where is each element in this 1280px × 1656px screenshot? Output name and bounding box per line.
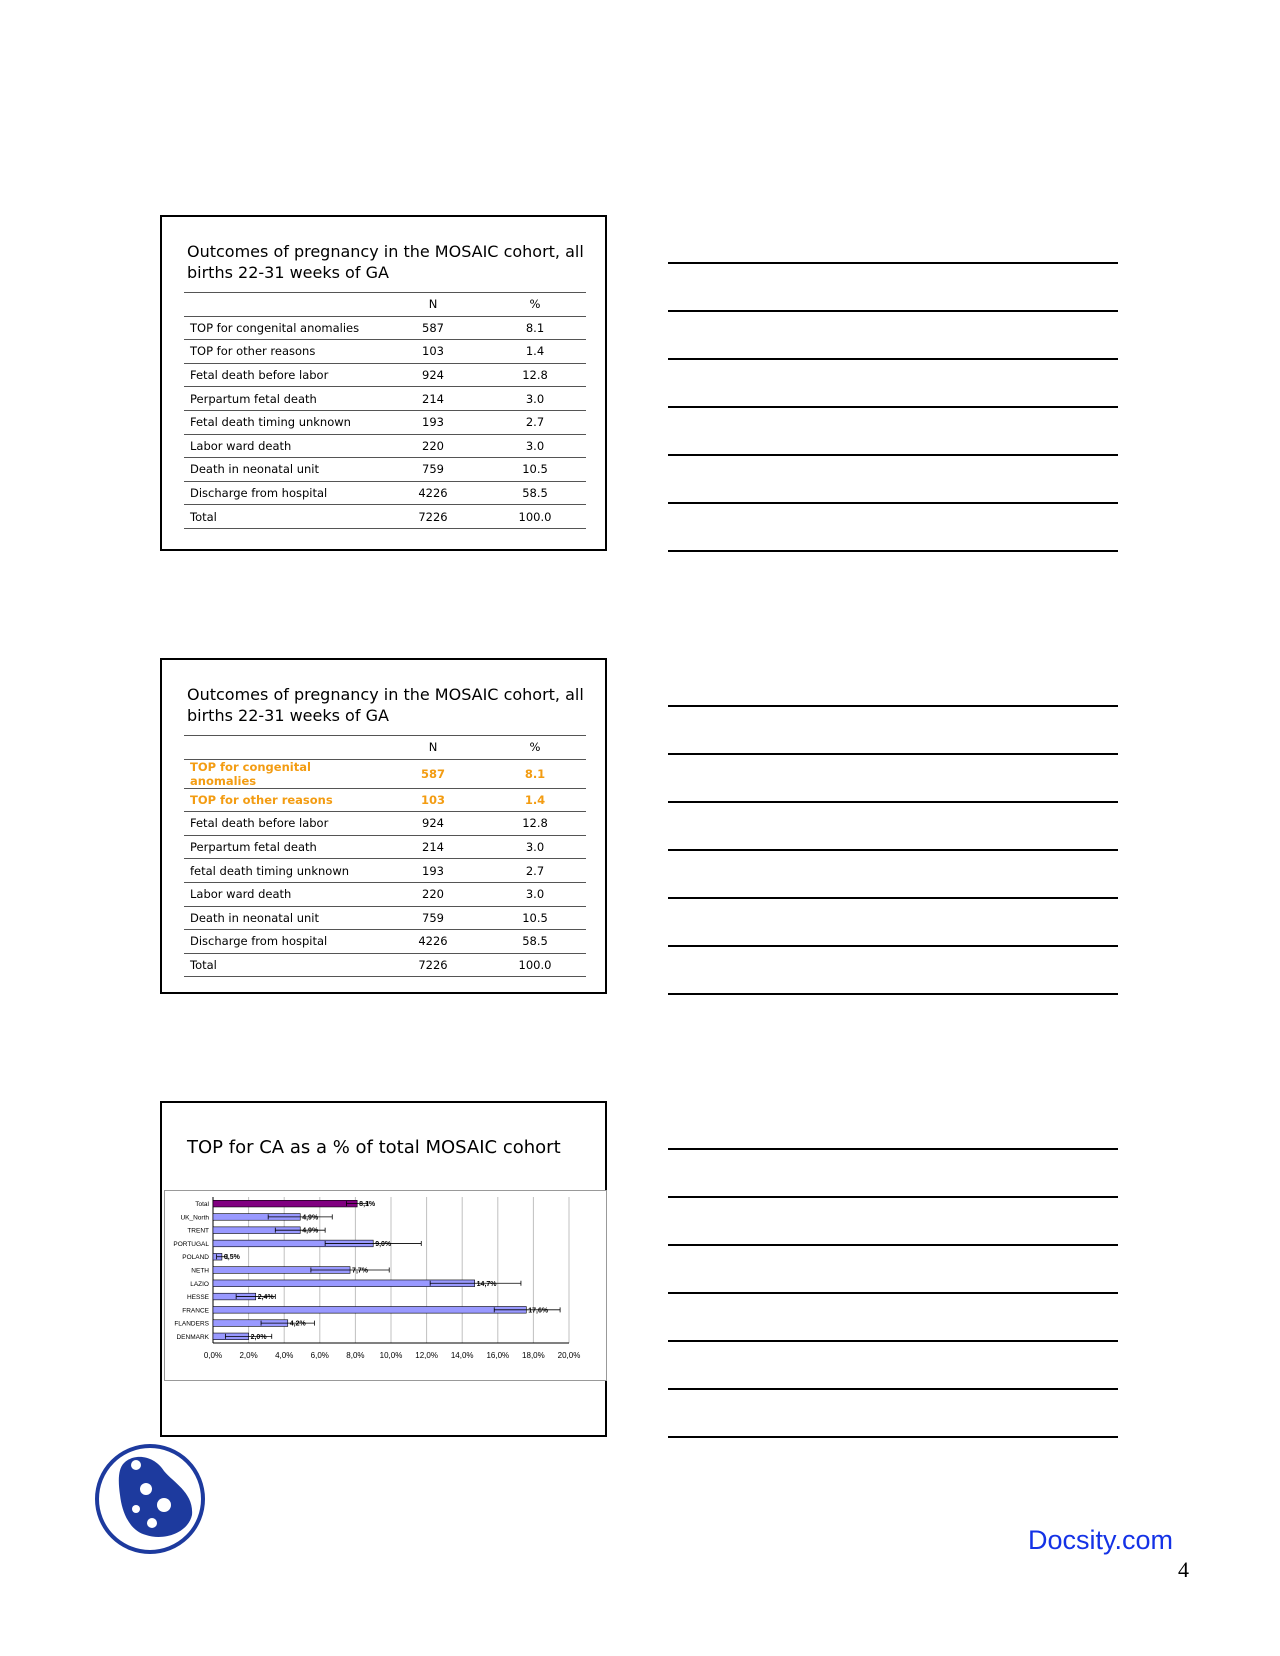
x-tick-label: 0,0% (203, 1351, 223, 1360)
outcome-label: TOP for congenital anomalies (184, 759, 382, 788)
note-line (668, 897, 1118, 899)
note-line (668, 705, 1118, 707)
header-cell (184, 293, 382, 317)
highlighted-row (184, 759, 586, 788)
note-line (668, 406, 1118, 408)
table-row (184, 481, 586, 505)
category-label: FLANDERS (174, 1320, 209, 1328)
count-cell: 4226 (382, 481, 484, 505)
category-label: Total (195, 1201, 209, 1209)
outcome-label: TOP for other reasons (184, 788, 382, 812)
outcome-label: fetal death timing unknown (184, 859, 382, 883)
category-label: PORTUGAL (173, 1240, 209, 1248)
x-tick-label: 12,0% (415, 1351, 438, 1360)
outcome-label: TOP for other reasons (184, 340, 382, 364)
percent-cell: 3.0 (484, 387, 586, 411)
outcomes-table-highlighted (184, 735, 586, 977)
x-tick-label: 4,0% (275, 1351, 294, 1360)
note-line (668, 1340, 1118, 1342)
percent-cell: 100.0 (484, 505, 586, 529)
category-label: FRANCE (182, 1307, 209, 1315)
count-cell: 103 (382, 788, 484, 812)
bar-chart (165, 1191, 606, 1380)
count-cell: 4226 (382, 930, 484, 954)
x-tick-label: 8,0% (346, 1351, 365, 1360)
page-number: 4 (1178, 1557, 1189, 1582)
x-tick-label: 10,0% (379, 1351, 403, 1360)
count-cell: 924 (382, 363, 484, 387)
note-line (668, 993, 1118, 995)
brand-text[interactable]: Docsity.com (1028, 1525, 1174, 1555)
percent-cell: 8.1 (484, 316, 586, 340)
outcome-label: Perpartum fetal death (184, 835, 382, 859)
table-row (184, 434, 586, 458)
percent-cell: 58.5 (484, 930, 586, 954)
table-row (184, 953, 586, 977)
outcome-label: Fetal death before labor (184, 363, 382, 387)
note-line (668, 801, 1118, 803)
data-label: 2,0% (250, 1333, 267, 1341)
percent-cell: 3.0 (484, 835, 586, 859)
x-tick-label: 2,0% (239, 1351, 258, 1360)
table-row (184, 340, 586, 364)
table-row (184, 930, 586, 954)
outcome-label: Total (184, 505, 382, 529)
x-tick-label: 20,0% (557, 1351, 581, 1360)
slide-title: TOP for CA as a % of total MOSAIC cohort (187, 1137, 561, 1158)
table-header-row (184, 293, 586, 317)
table-row (184, 835, 586, 859)
data-label: 4,2% (289, 1320, 306, 1328)
count-cell: 193 (382, 859, 484, 883)
table-row (184, 458, 586, 482)
highlighted-row (184, 788, 586, 812)
note-line (668, 1196, 1118, 1198)
count-cell: 220 (382, 434, 484, 458)
percent-cell: 12.8 (484, 363, 586, 387)
table-header-row (184, 736, 586, 760)
outcome-label: Discharge from hospital (184, 930, 382, 954)
outcome-label: Fetal death timing unknown (184, 410, 382, 434)
percent-cell: 2.7 (484, 859, 586, 883)
percent-cell: 10.5 (484, 458, 586, 482)
data-label: 0,5% (223, 1254, 240, 1262)
header-cell (184, 736, 382, 760)
count-cell: 103 (382, 340, 484, 364)
count-cell: 214 (382, 835, 484, 859)
percent-cell: 1.4 (484, 340, 586, 364)
note-line (668, 502, 1118, 504)
percent-cell: 3.0 (484, 882, 586, 906)
note-line (668, 310, 1118, 312)
outcome-label: Death in neonatal unit (184, 906, 382, 930)
data-label: 14,7% (476, 1280, 497, 1288)
table-row (184, 505, 586, 529)
table-row (184, 363, 586, 387)
table-row (184, 387, 586, 411)
count-cell: 7226 (382, 505, 484, 529)
percent-cell: 8.1 (484, 759, 586, 788)
table-row (184, 859, 586, 883)
outcome-label: Death in neonatal unit (184, 458, 382, 482)
table-row (184, 410, 586, 434)
table-row (184, 812, 586, 836)
outcome-label: Fetal death before labor (184, 812, 382, 836)
count-cell: 220 (382, 882, 484, 906)
slide-title: Outcomes of pregnancy in the MOSAIC cohort, all births 22-31 weeks of GA (187, 242, 584, 282)
outcome-label: Total (184, 953, 382, 977)
note-line (668, 753, 1118, 755)
note-line (668, 945, 1118, 947)
percent-cell: 1.4 (484, 788, 586, 812)
category-label: LAZIO (190, 1280, 209, 1288)
count-cell: 214 (382, 387, 484, 411)
outcome-label: Labor ward death (184, 882, 382, 906)
slide-3 (160, 1101, 607, 1437)
data-label: 8,1% (359, 1201, 376, 1209)
count-cell: 759 (382, 458, 484, 482)
slide-2 (160, 658, 607, 994)
outcome-label: Perpartum fetal death (184, 387, 382, 411)
category-label: TRENT (187, 1227, 209, 1235)
category-label: POLAND (182, 1254, 209, 1262)
percent-cell: 10.5 (484, 906, 586, 930)
header-cell: N (382, 293, 484, 317)
note-line (668, 1388, 1118, 1390)
note-line (668, 1244, 1118, 1246)
slide-title: Outcomes of pregnancy in the MOSAIC cohort, all births 22-31 weeks of GA (187, 685, 584, 725)
count-cell: 193 (382, 410, 484, 434)
percent-cell: 58.5 (484, 481, 586, 505)
outcome-label: TOP for congenital anomalies (184, 316, 382, 340)
data-label: 7,7% (352, 1267, 369, 1275)
count-cell: 759 (382, 906, 484, 930)
x-tick-label: 18,0% (522, 1351, 545, 1360)
x-tick-label: 16,0% (486, 1351, 510, 1360)
note-line (668, 358, 1118, 360)
count-cell: 7226 (382, 953, 484, 977)
data-label: 9,0% (375, 1240, 392, 1248)
note-line (668, 454, 1118, 456)
header-cell: % (484, 736, 586, 760)
percent-cell: 12.8 (484, 812, 586, 836)
percent-cell: 2.7 (484, 410, 586, 434)
data-label: 4,9% (302, 1227, 319, 1235)
count-cell: 924 (382, 812, 484, 836)
data-label: 17,6% (528, 1307, 549, 1315)
chart-area (164, 1190, 607, 1381)
percent-cell: 3.0 (484, 434, 586, 458)
docsity-logo-icon (94, 1443, 206, 1555)
outcomes-table (184, 292, 586, 529)
category-label: NETH (191, 1267, 209, 1275)
table-row (184, 316, 586, 340)
note-line (668, 550, 1118, 552)
slide-1 (160, 215, 607, 551)
table-row (184, 906, 586, 930)
category-label: DENMARK (176, 1333, 209, 1341)
note-line (668, 1436, 1118, 1438)
category-label: HESSE (186, 1294, 209, 1302)
count-cell: 587 (382, 759, 484, 788)
note-line (668, 1148, 1118, 1150)
outcome-label: Discharge from hospital (184, 481, 382, 505)
note-line (668, 1292, 1118, 1294)
x-tick-label: 6,0% (310, 1351, 329, 1360)
percent-cell: 100.0 (484, 953, 586, 977)
bar (213, 1200, 357, 1207)
bar (213, 1307, 526, 1314)
count-cell: 587 (382, 316, 484, 340)
table-row (184, 882, 586, 906)
data-label: 4,9% (302, 1214, 319, 1222)
outcome-label: Labor ward death (184, 434, 382, 458)
x-tick-label: 14,0% (450, 1351, 474, 1360)
category-label: UK_North (180, 1214, 209, 1222)
note-line (668, 849, 1118, 851)
header-cell: N (382, 736, 484, 760)
header-cell: % (484, 293, 586, 317)
note-line (668, 262, 1118, 264)
data-label: 2,4% (257, 1294, 274, 1302)
